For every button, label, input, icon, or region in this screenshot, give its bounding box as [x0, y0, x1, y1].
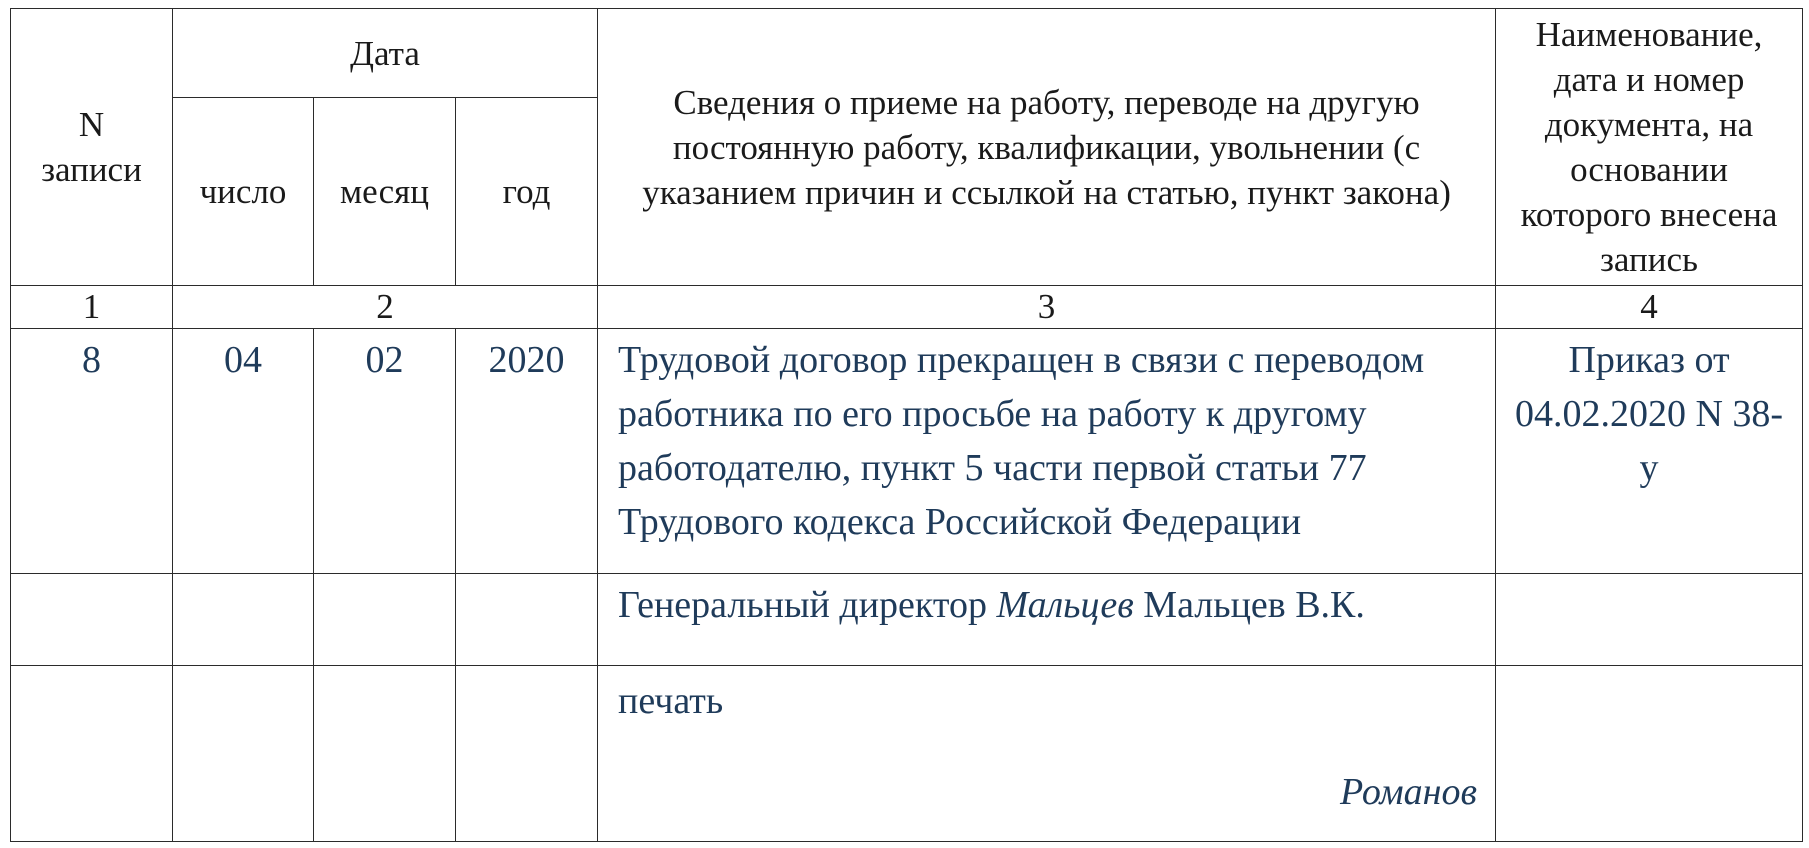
director-signature: Мальцев — [996, 584, 1134, 626]
stamp-row-empty-3 — [314, 666, 456, 842]
signer-name: Мальцев В.К. — [1143, 584, 1365, 626]
stamp-signature: Романов — [1340, 771, 1478, 813]
header-details: Сведения о приеме на работу, переводе на другую постоянную работу, квалификации, увольнении (с указанием причин и ссылкой на статью, пункт закона) — [598, 9, 1496, 286]
column-number-1: 1 — [11, 286, 173, 329]
signature-row-empty-2 — [173, 574, 314, 666]
stamp-label: печать — [618, 680, 724, 722]
signature-row-empty-1 — [11, 574, 173, 666]
stamp-row-empty-2 — [173, 666, 314, 842]
stamp-cell — [598, 666, 1496, 842]
work-record-table — [10, 8, 1803, 842]
stamp-row-empty-6 — [1496, 666, 1803, 842]
stamp-row-empty-1 — [11, 666, 173, 842]
header-document: Наименование, дата и номер документа, на основании которого внесена запись — [1496, 9, 1803, 286]
header-year: год — [456, 98, 598, 286]
column-number-3: 3 — [598, 286, 1496, 329]
entry-document: Приказ от 04.02.2020 N 38-у — [1496, 329, 1803, 574]
entry-text: Трудовой договор прекращен в связи с переводом работника по его просьбе на работу к другому работодателю, пункт 5 части первой статьи 77 Трудового кодекса Российской Федерации — [598, 329, 1496, 574]
entry-month: 02 — [314, 329, 456, 574]
signature-row-empty-6 — [1496, 574, 1803, 666]
column-number-2: 2 — [173, 286, 598, 329]
signer-position: Генеральный директор — [618, 584, 987, 626]
header-month: месяц — [314, 98, 456, 286]
entry-day: 04 — [173, 329, 314, 574]
signature-line — [598, 574, 1496, 666]
signature-row-empty-4 — [456, 574, 598, 666]
stamp-row-empty-4 — [456, 666, 598, 842]
column-number-4: 4 — [1496, 286, 1803, 329]
header-entry-number: N записи — [11, 9, 173, 286]
entry-number: 8 — [11, 329, 173, 574]
entry-year: 2020 — [456, 329, 598, 574]
signature-row-empty-3 — [314, 574, 456, 666]
header-day: число — [173, 98, 314, 286]
header-date-group: Дата — [173, 9, 598, 98]
